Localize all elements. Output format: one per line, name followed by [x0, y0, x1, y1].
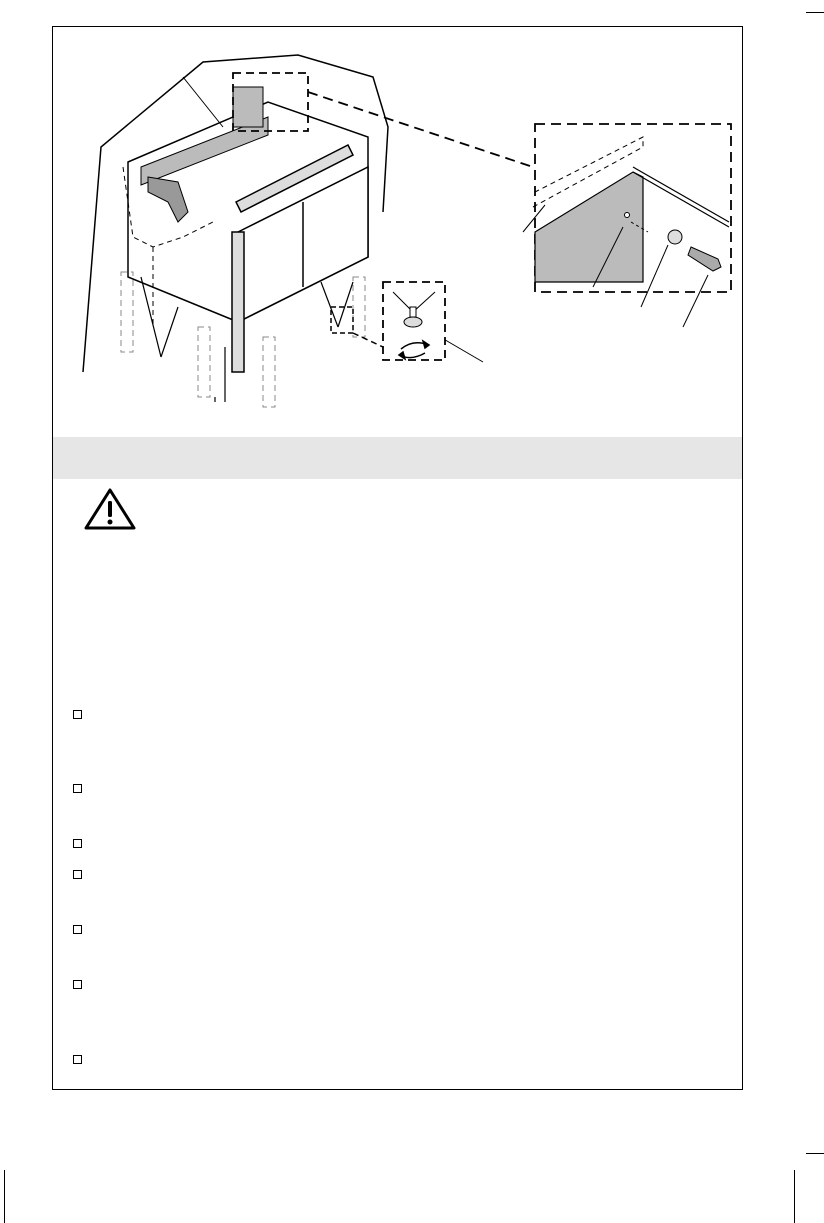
installation-illustration	[53, 27, 744, 437]
checklist-checkbox-1[interactable]	[73, 710, 82, 719]
checklist-checkbox-2[interactable]	[73, 784, 82, 793]
checklist-checkbox-5[interactable]	[73, 925, 82, 934]
checklist-checkbox-6[interactable]	[73, 980, 82, 989]
level-vertical	[232, 232, 244, 372]
checklist-checkbox-3[interactable]	[73, 839, 82, 848]
page-frame	[52, 26, 743, 1090]
detail-box-enlarged	[533, 124, 731, 292]
detail-box-foot-small	[331, 307, 353, 333]
crop-mark-left	[4, 1170, 5, 1223]
detail-box-foot	[383, 282, 445, 360]
warning-triangle-icon	[83, 487, 137, 531]
rail-detail-left	[233, 87, 263, 127]
crop-mark-right	[794, 1170, 795, 1223]
section-header-band	[53, 437, 742, 479]
crop-mark-top-right	[806, 12, 824, 13]
checklist-checkbox-4[interactable]	[73, 870, 82, 879]
crop-mark-bottom-right	[806, 1153, 824, 1154]
checklist-checkbox-7[interactable]	[73, 1055, 82, 1064]
